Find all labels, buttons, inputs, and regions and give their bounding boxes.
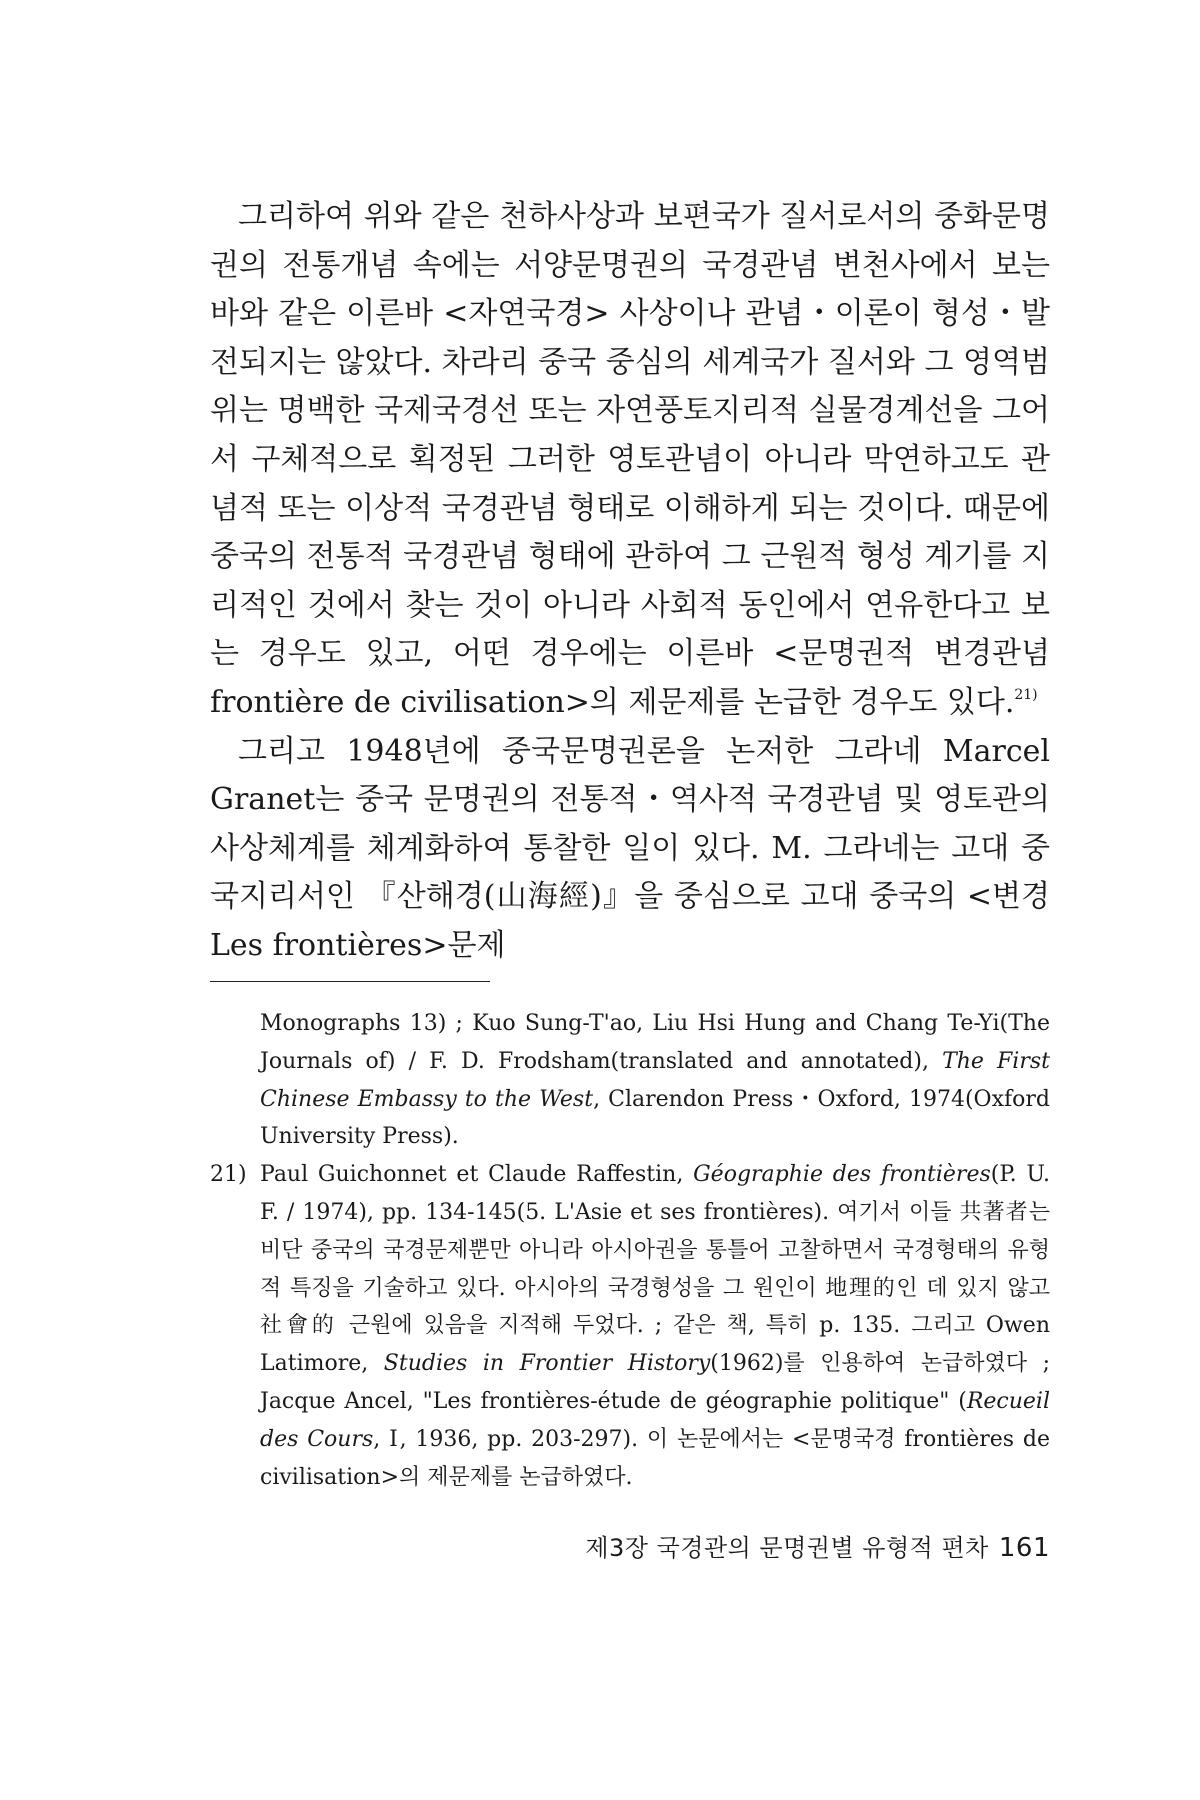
footnote-divider [210,981,490,982]
footnote-continuation: Monographs 13) ; Kuo Sung-T'ao, Liu Hsi Hung and Chang Te-Yi(The Journals of) / F. D. Frodsham(translated and annotated), The First Chinese Embassy to the West, Clarendon Press・Oxford, 1974(Oxford University Press). [260,1011,1050,1150]
paragraph-2: 그리고 1948년에 중국문명권론을 논저한 그라네 Marcel Granet는 중국 문명권의 전통적・역사적 국경관념 및 영토관의 사상체계를 체계화하여 통찰한 일이 있다. M. 그라네는 고대 중국지리서인 『산해경(山海經)』을 중심으로 고대 중국의 <변경 Les frontières>문제 [210,733,1050,963]
footnote-number: 21) [210,1162,247,1188]
paragraph-1: 그리하여 위와 같은 천하사상과 보편국가 질서로서의 중화문명권의 전통개념 속에는 서양문명권의 국경관념 변천사에서 보는 바와 같은 이른바 <자연국경> 사상이나 관념・이론이 형성・발전되지는 않았다. 차라리 중국 중심의 세계국가 질서와 그 영역범위는 명백한 국제국경선 또는 자연풍토지리적 실물경계선을 그어서 구체적으로 획정된 그러한 영토관념이 아니라 막연하고도 관념적 또는 이상적 국경관념 형태로 이해하게 되는 것이다. 때문에 중국의 전통적 국경관념 형태에 관하여 그 근원적 형성 계기를 지리적인 것에서 찾는 것이 아니라 사회적 동인에서 연유한다고 보는 경우도 있고, 어떤 경우에는 이른바 <문명권적 변경관념 frontière de civilisation>의 제문제를 논급한 경우도 있다.$^{21)}$ [210,199,1050,720]
footnote-ref-21[interactable]: 21) [1014,686,1038,703]
footnotes [210,1005,1050,1496]
running-footer [585,1528,1050,1563]
page-number: 161 [998,1533,1050,1563]
body-text [210,193,1050,971]
chapter-title: 제3장 국경관의 문명권별 유형적 편차 [585,1534,989,1562]
footnote-21: 21) Paul Guichonnet et Claude Raffestin, Géographie des frontières(P. U. F. / 1974), pp. 134-145(5. L'Asie et ses frontières). 여기서 이들 共著者는 비단 중국의 국경문제뿐만 아니라 아시아권을 통틀어 고찰하면서 국경형태의 유형적 특징을 기술하고 있다. 아시아의 국경형성을 그 원인이 地理的인 데 있지 않고 社會的 근원에 있음을 지적해 두었다. ; 같은 책, 특히 p. 135. 그리고 Owen Latimore, Studies in Frontier History(1962)를 인용하여 논급하였다 ; Jacque Ancel, "Les frontières-étude de géographie politique" (Recueil des Cours, Ⅰ, 1936, pp. 203-297). 이 논문에서는 <문명국경 frontières de civilisation>의 제문제를 논급하였다. [210,1156,1050,1496]
